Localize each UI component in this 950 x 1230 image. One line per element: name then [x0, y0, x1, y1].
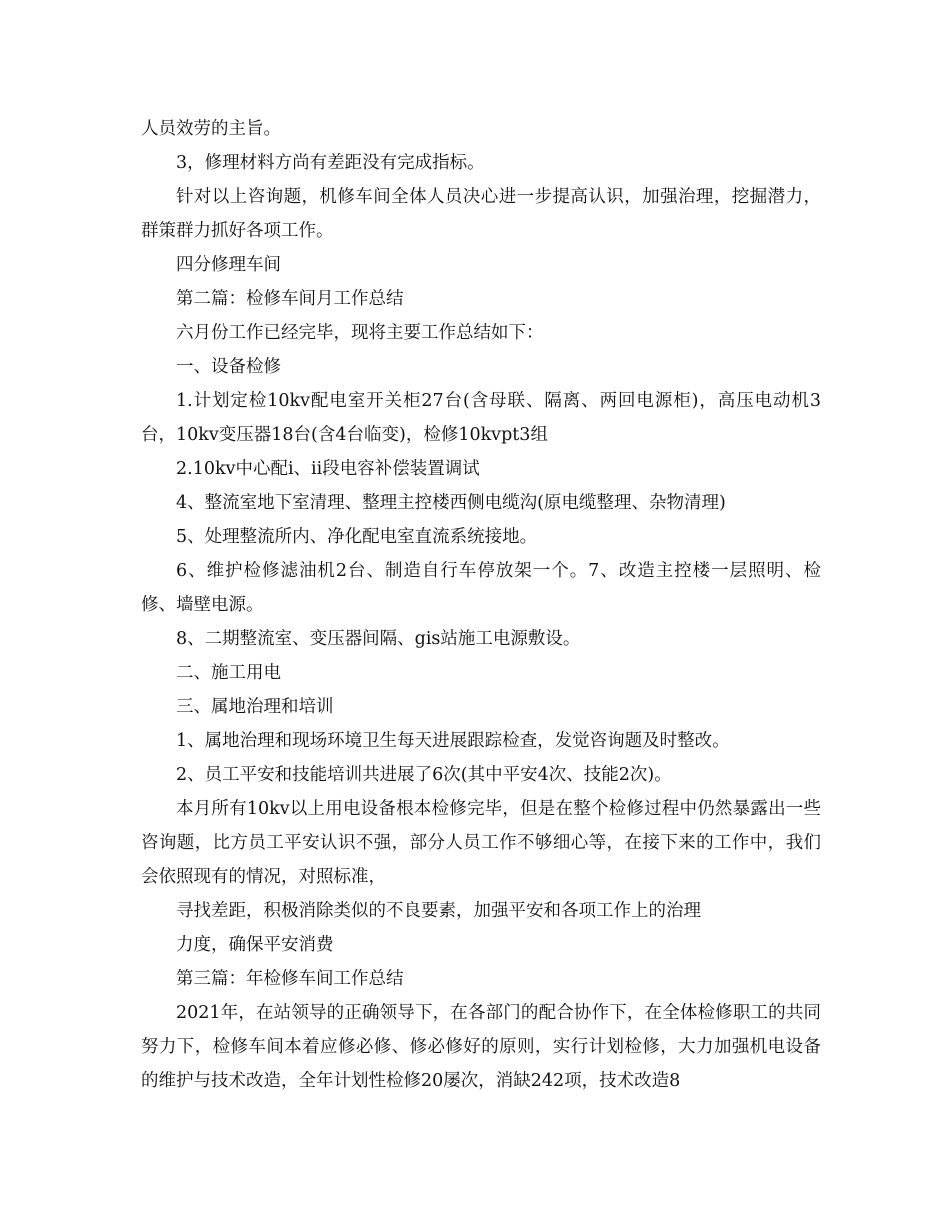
section-heading: 一、设备检修 [176, 357, 281, 377]
list-item: 4、整流室地下室清理、整理主控楼西侧电缆沟(原电缆整理、杂物清理) [176, 493, 726, 513]
list-item: 5、处理整流所内、净化配电室直流系统接地。 [176, 527, 538, 547]
paragraph: 人员效劳的主旨。 [141, 119, 281, 139]
section-heading: 四分修理车间 [176, 255, 281, 275]
list-item: 2、员工平安和技能培训共进展了6次(其中平安4次、技能2次)。 [176, 765, 672, 785]
section-heading: 三、属地治理和培训 [176, 697, 334, 717]
list-item: 8、二期整流室、变压器间隔、gis站施工电源敷设。 [176, 629, 581, 649]
chapter-title: 第三篇：年检修车间工作总结 [176, 969, 404, 989]
document-body [141, 112, 821, 1098]
paragraph: 2021年，在站领导的正确领导下，在各部门的配合协作下，在全体检修职工的共同努力下，检修车间本着应修必修、修必修好的原则，实行计划检修，大力加强机电设备的维护与技术改造，全年计划性检修20屡次，消缺242项，技术改造8 [141, 1003, 821, 1091]
list-item: 1.计划定检10kv配电室开关柜27台(含母联、隔离、两回电源柜)，高压电动机3台，10kv变压器18台(含4台临变)，检修10kvpt3组 [141, 391, 821, 445]
paragraph: 本月所有10kv以上用电设备根本检修完毕，但是在整个检修过程中仍然暴露出一些咨询题，比方员工平安认识不强，部分人员工作不够细心等，在接下来的工作中，我们会依照现有的情况，对照标准， [141, 799, 821, 887]
section-heading: 二、施工用电 [176, 663, 281, 683]
chapter-title: 第二篇：检修车间月工作总结 [176, 289, 404, 309]
paragraph: 针对以上咨询题，机修车间全体人员决心进一步提高认识，加强治理，挖掘潜力，群策群力抓好各项工作。 [141, 187, 821, 241]
paragraph: 寻找差距，积极消除类似的不良要素，加强平安和各项工作上的治理 [176, 901, 701, 921]
list-item: 1、属地治理和现场环境卫生每天进展跟踪检查，发觉咨询题及时整改。 [176, 731, 730, 751]
paragraph: 3，修理材料方尚有差距没有完成指标。 [176, 153, 485, 173]
list-item: 2.10kv中心配ⅰ、ⅱ段电容补偿装置调试 [176, 459, 480, 479]
paragraph: 六月份工作已经完毕，现将主要工作总结如下： [176, 323, 544, 343]
paragraph: 力度，确保平安消费 [176, 935, 334, 955]
list-item: 6、维护检修滤油机2台、制造自行车停放架一个。7、改造主控楼一层照明、检修、墙壁电源。 [141, 561, 821, 615]
